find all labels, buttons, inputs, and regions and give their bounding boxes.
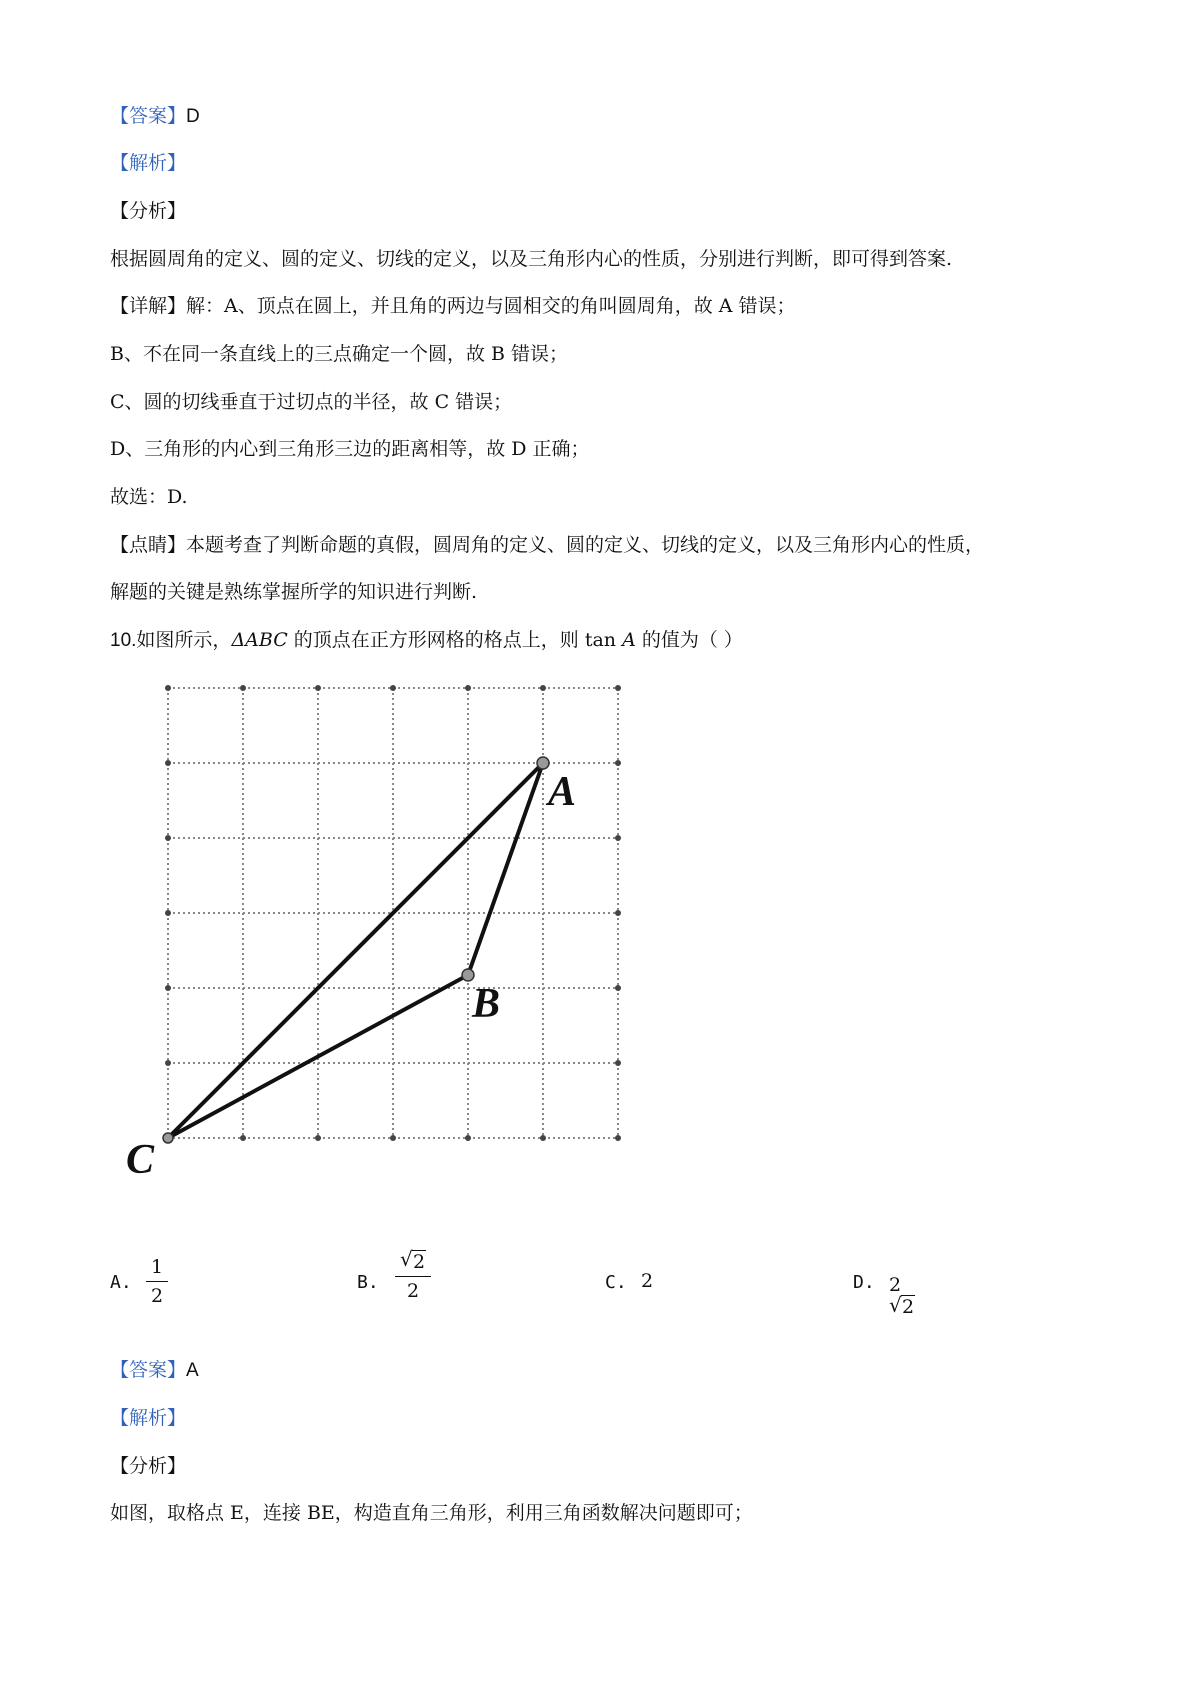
label-b: B — [472, 981, 501, 1027]
dianjing-line-2: 解题的关键是熟练掌握所学的知识进行判断. — [110, 581, 478, 603]
detail-line-1 — [110, 293, 796, 319]
option-c-letter: C. — [605, 1272, 627, 1293]
vertex-b — [462, 969, 474, 981]
fenxi-text: 根据圆周角的定义、圆的定义、切线的定义，以及三角形内心的性质，分别进行判断，即可得到答案. — [110, 248, 953, 270]
option-b-sqrt — [400, 1250, 426, 1274]
triangle-symbol: ΔABC — [231, 629, 288, 651]
detail-line-3: C、圆的切线垂直于过切点的半径，故 C 错误； — [110, 391, 513, 413]
option-a-denominator: 2 — [150, 1285, 164, 1307]
triangle-abc — [168, 763, 543, 1138]
triangle-grid-figure — [110, 668, 630, 1188]
analysis-tag: 【解析】 — [110, 152, 187, 174]
option-d-radicand: 2 — [902, 1296, 915, 1318]
dianjing-line-1 — [110, 532, 984, 558]
detail-line-5: 故选：D. — [110, 486, 188, 508]
option-b-fraction — [395, 1250, 431, 1303]
option-d-expression — [889, 1274, 915, 1318]
detail-line-2: B、不在同一条直线上的三点确定一个圆，故 B 错误； — [110, 343, 569, 365]
option-a-numerator: 1 — [150, 1256, 164, 1278]
option-a-fraction — [146, 1255, 168, 1308]
option-d-sqrt — [889, 1296, 915, 1318]
option-d-letter: D. — [853, 1272, 875, 1293]
answer-value: D — [186, 106, 200, 127]
answer-line-10 — [110, 1357, 199, 1384]
option-b-radicand: 2 — [412, 1251, 426, 1273]
option-a-letter: A. — [110, 1272, 132, 1293]
vertex-a — [537, 757, 549, 769]
label-a: A — [548, 769, 577, 815]
answer-line-9 — [110, 103, 200, 130]
question-10 — [110, 627, 743, 654]
option-b-denominator: 2 — [406, 1280, 420, 1302]
question-text-before: 如图所示， — [136, 629, 232, 651]
dianjing-tag: 【点睛】 — [110, 534, 187, 556]
angle-var: A — [622, 629, 636, 651]
question-text-after: 的值为（ ） — [635, 629, 743, 651]
label-c: C — [126, 1137, 155, 1183]
question-number: 10. — [110, 630, 137, 651]
answer-tag-2: 【答案】 — [110, 1359, 187, 1381]
option-b-letter: B. — [357, 1272, 379, 1293]
fenxi-tag-2: 【分析】 — [110, 1455, 187, 1477]
vertex-c — [163, 1133, 173, 1143]
dianjing-text-1: 本题考查了判断命题的真假，圆周角的定义、圆的定义、切线的定义，以及三角形内心的性质， — [186, 534, 985, 556]
fenxi-text-2: 如图，取格点 E，连接 BE，构造直角三角形，利用三角函数解决问题即可； — [110, 1502, 753, 1524]
option-d-coefficient: 2 — [889, 1274, 902, 1296]
answer-tag: 【答案】 — [110, 105, 187, 127]
question-text-middle: 的顶点在正方形网格的格点上，则 tan — [287, 629, 623, 651]
answer-value-2: A — [186, 1360, 199, 1381]
option-c-value: 2 — [641, 1270, 654, 1292]
detail-line-4: D、三角形的内心到三角形三边的距离相等，故 D 正确； — [110, 438, 590, 460]
analysis-tag-2: 【解析】 — [110, 1407, 187, 1429]
detail-tag: 【详解】 — [110, 295, 187, 317]
detail-text-1: 解：A、顶点在圆上，并且角的两边与圆相交的角叫圆周角，故 A 错误； — [186, 295, 796, 317]
fenxi-tag: 【分析】 — [110, 200, 187, 222]
